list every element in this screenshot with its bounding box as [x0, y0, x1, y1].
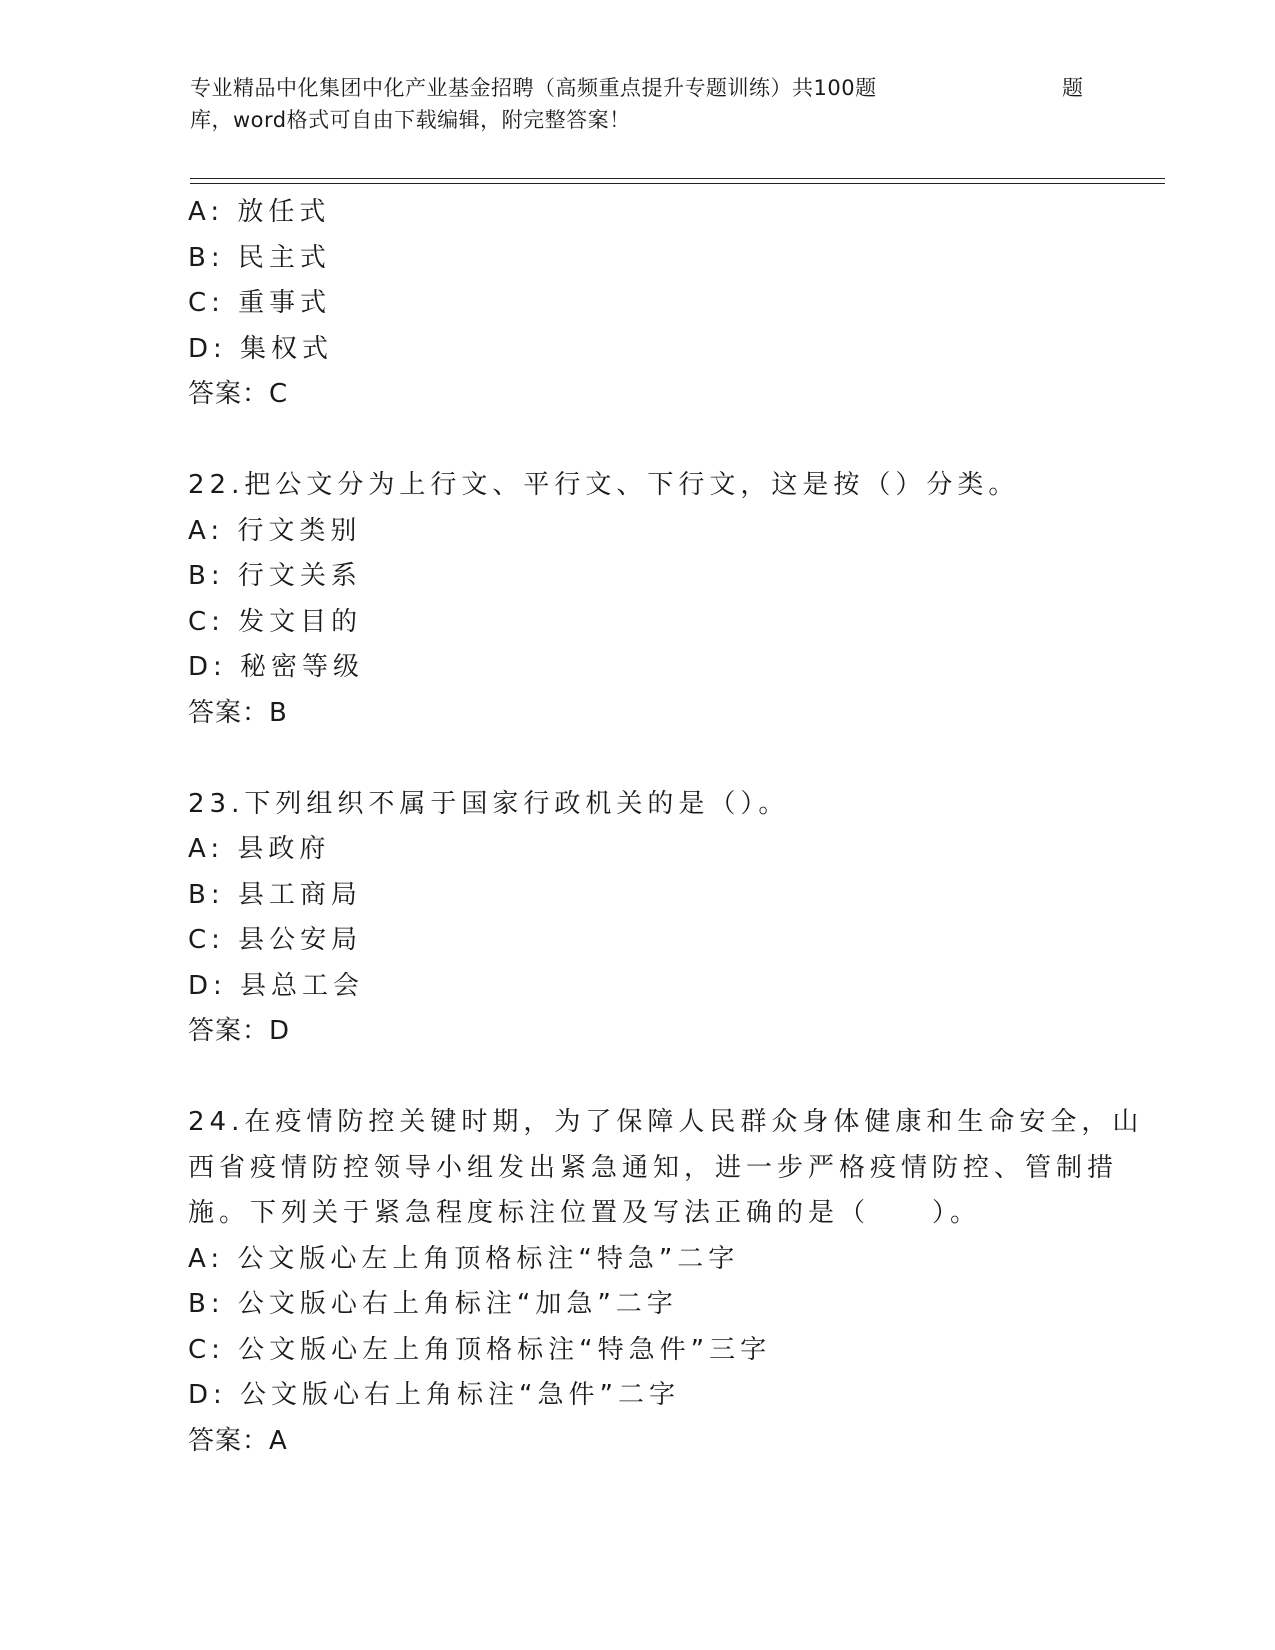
- option-a: A: 行文类别: [188, 515, 362, 546]
- spacer: [188, 736, 1088, 782]
- header-title-tail: 题: [1062, 76, 1084, 100]
- header-title-text: 专业精品中化集团中化产业基金招聘（高频重点提升专题训练）共100题: [190, 76, 877, 100]
- question-stem: 23.下列组织不属于国家行政机关的是（）。: [188, 788, 790, 819]
- question-stem: 22.把公文分为上行文、平行文、下行文，这是按（）分类。: [188, 470, 1020, 500]
- question-block-24: [188, 1100, 1144, 1464]
- question-block-23: [188, 782, 1088, 1055]
- header-line-1: [190, 72, 1090, 104]
- document-header: [190, 72, 1090, 136]
- answer-line: 答案：C: [188, 379, 289, 409]
- answer-line: 答案：D: [188, 1016, 291, 1046]
- option-c: C: 重事式: [188, 288, 332, 318]
- option-a: A: 县政府: [188, 834, 331, 864]
- question-block-21: [188, 190, 1088, 418]
- option-c: C: 公文版心左上角顶格标注“特急件”三字: [188, 1334, 772, 1365]
- option-c: C: 发文目的: [188, 606, 363, 637]
- option-d: D: 县总工会: [188, 970, 365, 1001]
- option-b: B: 县工商局: [188, 879, 362, 910]
- option-b: B: 行文关系: [188, 561, 362, 591]
- question-stem-line-2: 西省疫情防控领导小组发出紧急通知，进一步严格疫情防控、管制措: [188, 1152, 1119, 1183]
- spacer: [188, 1055, 1088, 1101]
- question-stem-line-1: 24.在疫情防控关键时期，为了保障人民群众身体健康和生命安全，山: [188, 1107, 1144, 1137]
- header-divider-bottom: [190, 183, 1165, 184]
- question-block-22: [188, 463, 1088, 736]
- option-a: A: 放任式: [188, 197, 331, 227]
- option-d: D: 公文版心右上角标注“急件”二字: [188, 1380, 680, 1410]
- answer-line: 答案：B: [188, 697, 288, 728]
- answer-line: 答案：A: [188, 1425, 288, 1456]
- option-d: D: 集权式: [188, 333, 334, 364]
- option-a: A: 公文版心左上角顶格标注“特急”二字: [188, 1243, 740, 1274]
- option-d: D: 秘密等级: [188, 652, 365, 682]
- question-list: [188, 190, 1144, 1464]
- question-stem-line-3: 施。下列关于紧急程度标注位置及写法正确的是（ ）。: [188, 1198, 982, 1228]
- option-c: C: 县公安局: [188, 925, 363, 955]
- header-divider-top: [190, 178, 1165, 179]
- option-b: B: 公文版心右上角标注“加急”二字: [188, 1289, 678, 1319]
- spacer: [188, 418, 1088, 464]
- option-b: B: 民主式: [188, 242, 331, 273]
- header-line-2: 库，word格式可自由下载编辑，附完整答案！: [190, 108, 631, 132]
